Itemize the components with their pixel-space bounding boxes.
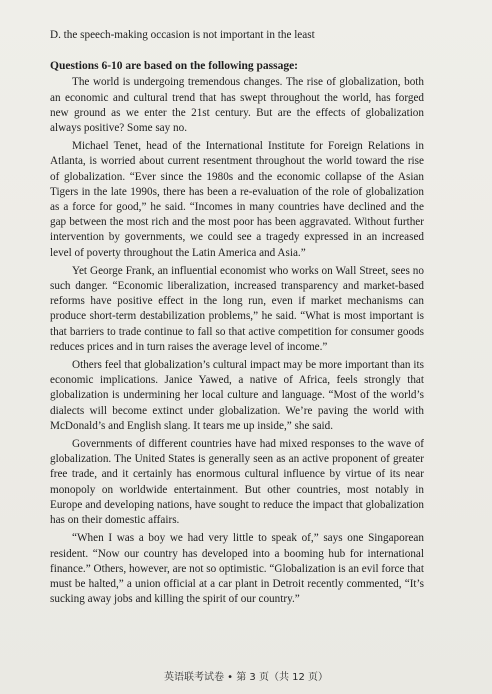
passage-paragraph-2: Michael Tenet, head of the International Institute for Foreign Relations in Atlanta, is worried about current resentment throughout the world toward the rise of globalization. “Ever since the 1980s and the economic collapse of the Asian Tigers in the late 1990s, there has been a re-evaluation of the role of globalization as a force for good,” he said. “Incomes in many countries have declined and the gap between the most rich and the most poor has been aggravated. Without further intervention by governments, we could see a tragedy expressed in an increased level of poverty throughout the Latin America and Asia.” [50, 140, 424, 259]
passage [50, 75, 424, 607]
passage-paragraph-1: The world is undergoing tremendous changes. The rise of globalization, both an economic and cultural trend that has swept throughout the world, has forged new ground as we enter the 21st century. But are the effects of globalization always positive? Some say no. [50, 76, 424, 135]
passage-paragraph-6: “When I was a boy we had very little to speak of,” says one Singaporean resident. “Now our country has developed into a booming hub for international finance.” Others, however, are not so optimistic. “Globalization is an evil force that must be halted,” a union official at a car plant in Detroit recently commented, “It’s sucking away jobs and killing the spirit of our country.” [50, 532, 424, 606]
passage-paragraph-5: Governments of different countries have had mixed responses to the wave of globalization. The United States is generally seen as an active proponent of greater free trade, and it certainly has enormous cultural influence by virtue of its near monopoly on worldwide entertainment. But other countries, most notably in Europe and developing nations, have sought to reduce the impact that globalization has on their domestic affairs. [50, 438, 424, 527]
previous-answer-option: D. the speech-making occasion is not important in the least [50, 29, 315, 41]
section-heading: Questions 6-10 are based on the following passage: [50, 60, 299, 73]
passage-paragraph-3: Yet George Frank, an influential economist who works on Wall Street, sees no such danger. “Economic liberalization, increased transparency and market-based reforms have positive effect in the long run, even if market mechanisms can produce short-term destabilization problems,” he said. “What is most important is that barriers to trade continue to fall so that active competition for consumer goods reduces prices and in turn raises the average level of income.” [50, 264, 424, 353]
page-footer: 英语联考试卷 • 第 3 页（共 12 页） [163, 672, 329, 683]
passage-paragraph-4: Others feel that globalization’s cultural impact may be more important than its economic implications. Janice Yawed, a native of Africa, feels strongly that globalization is undermining her local culture and language. “Most of the world’s dialects will become extinct under globalization. We’re paving the world with McDonald’s and English slang. It tears me up inside,” she said. [50, 359, 424, 432]
